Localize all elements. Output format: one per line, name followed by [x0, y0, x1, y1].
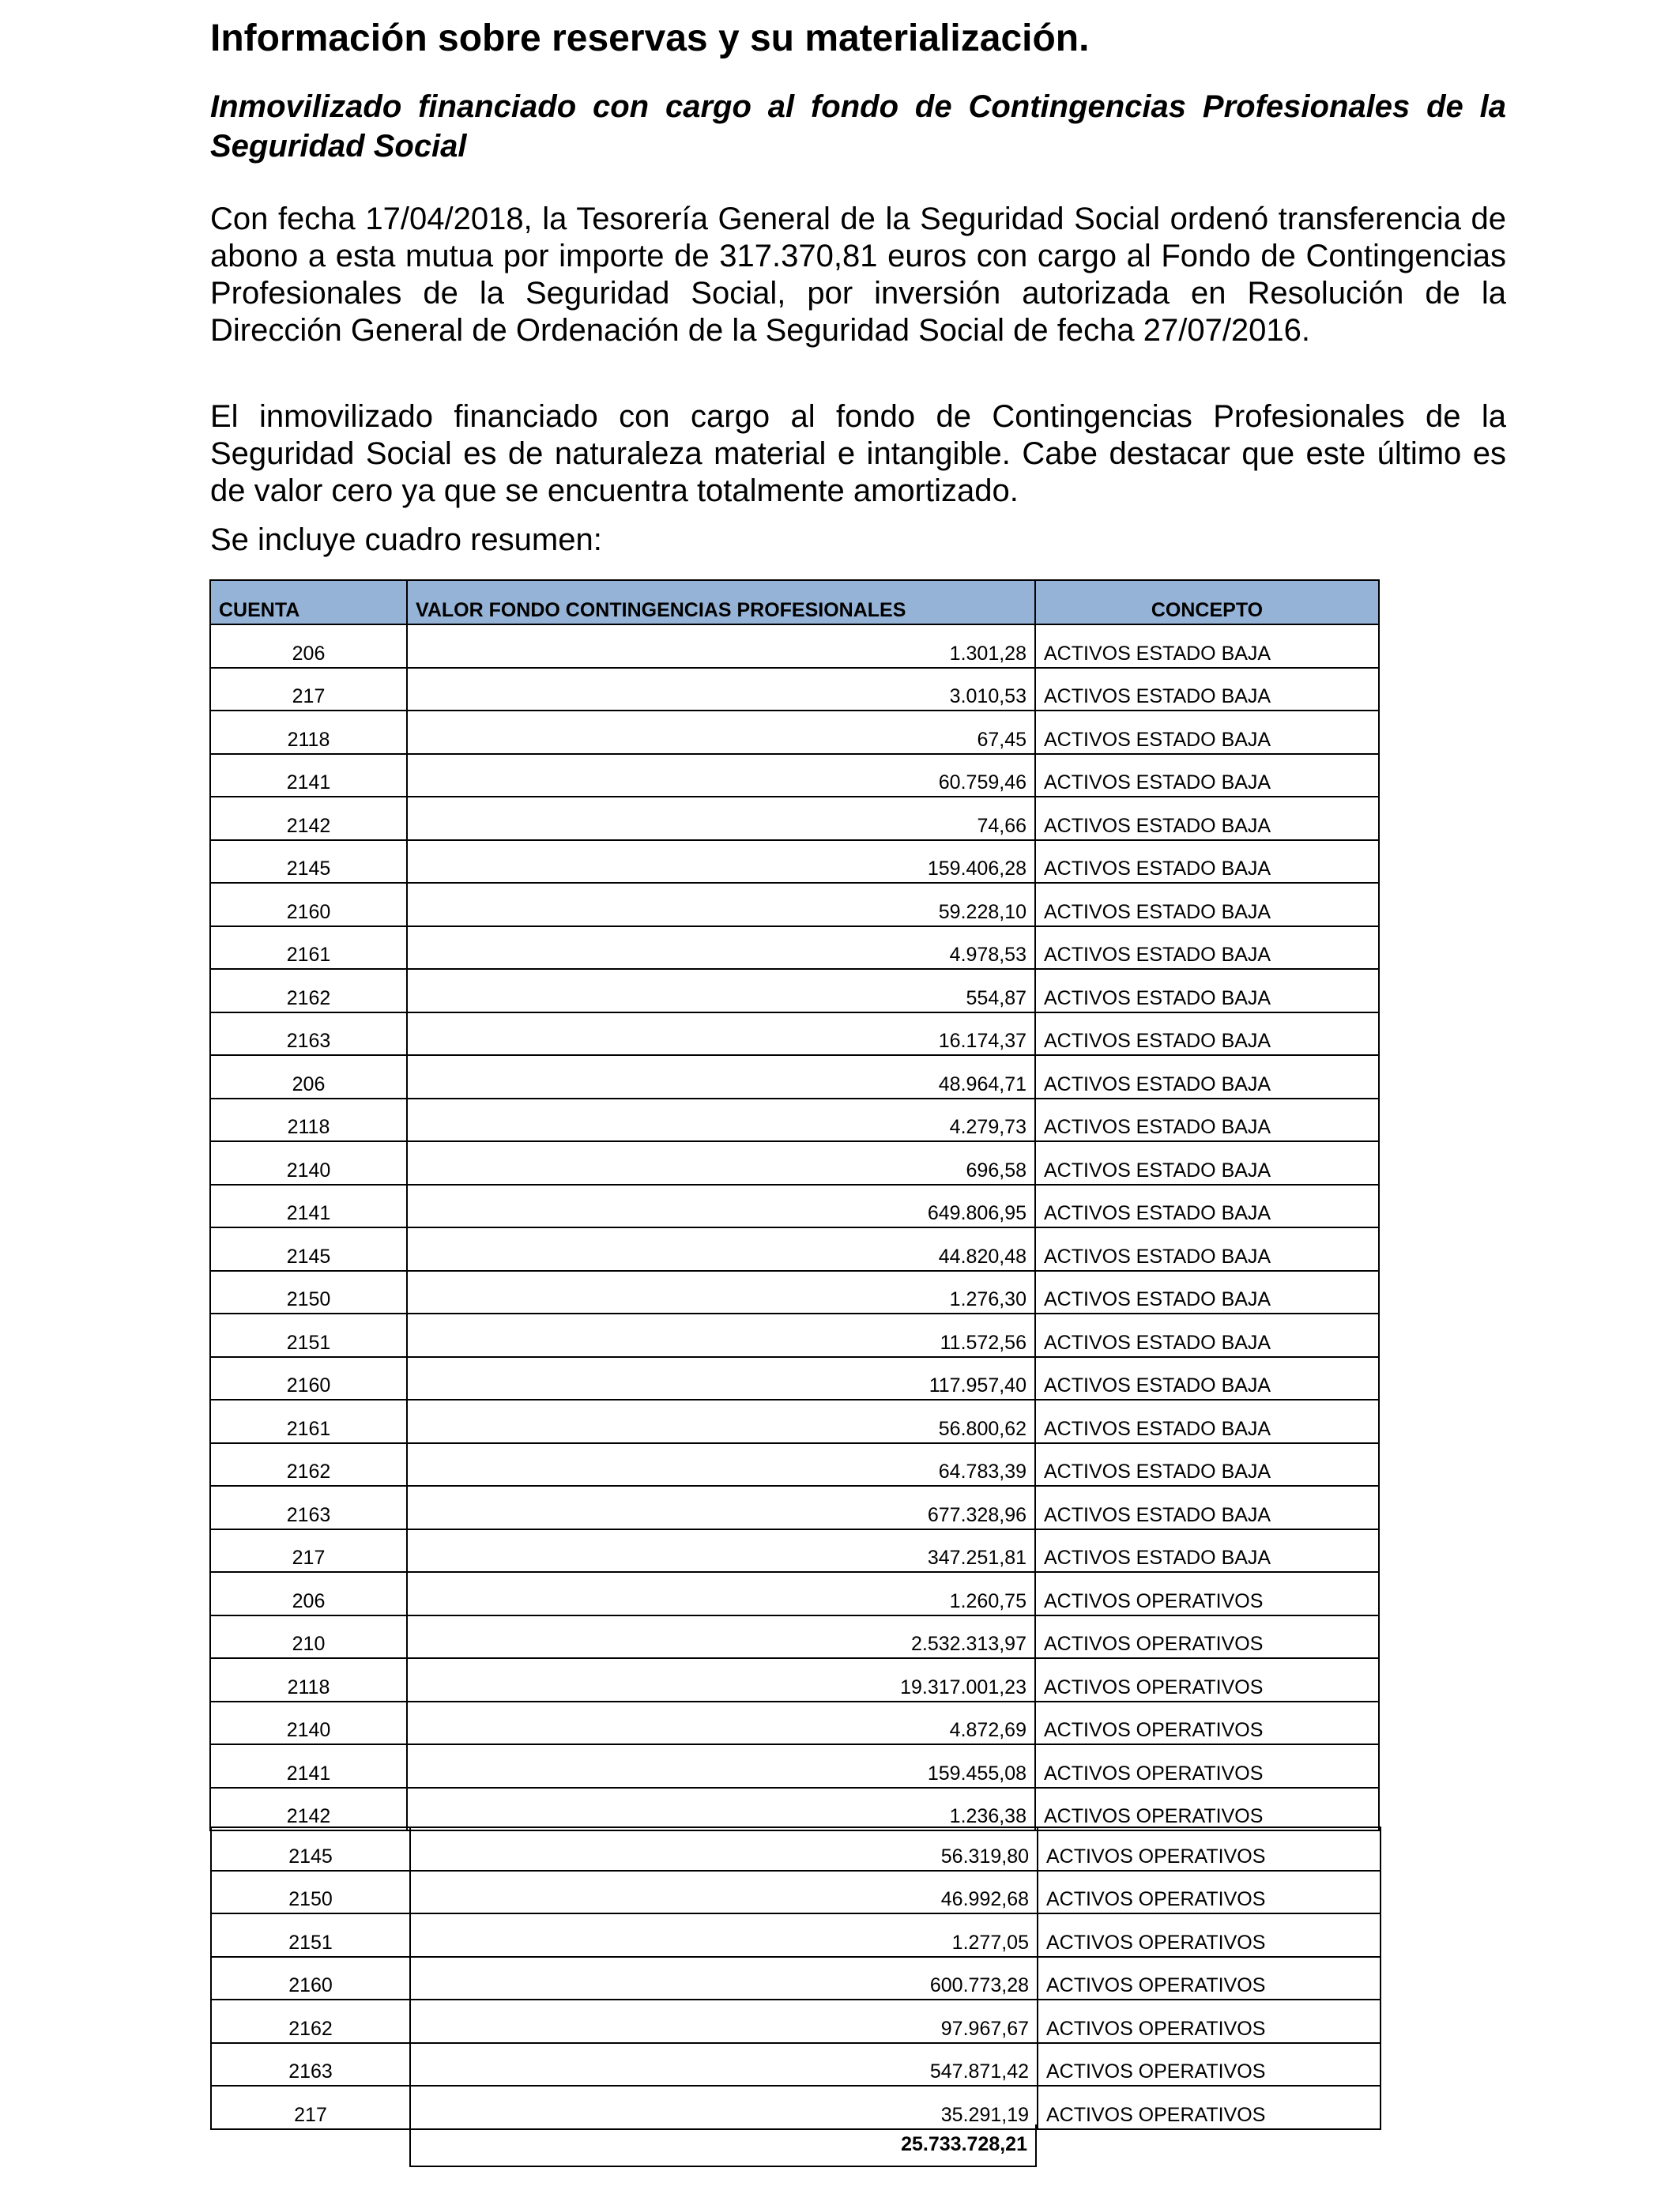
cell-cuenta: 2163 — [211, 2043, 410, 2087]
cell-valor: 67,45 — [407, 711, 1035, 754]
cell-valor: 19.317.001,23 — [407, 1658, 1035, 1702]
cell-valor: 60.759,46 — [407, 754, 1035, 797]
cell-valor: 649.806,95 — [407, 1185, 1035, 1228]
table-row — [211, 1957, 1381, 2000]
table-row — [210, 926, 1379, 970]
cell-concepto: ACTIVOS OPERATIVOS — [1035, 1744, 1379, 1788]
cell-concepto: ACTIVOS ESTADO BAJA — [1035, 1185, 1379, 1228]
cell-concepto: ACTIVOS ESTADO BAJA — [1035, 1012, 1379, 1056]
table-row — [210, 1443, 1379, 1487]
cell-cuenta: 2161 — [210, 926, 407, 970]
cell-valor: 11.572,56 — [407, 1314, 1035, 1357]
table-row — [210, 1185, 1379, 1228]
table-row — [210, 1788, 1379, 1831]
cell-concepto: ACTIVOS ESTADO BAJA — [1035, 1141, 1379, 1185]
cell-concepto: ACTIVOS ESTADO BAJA — [1035, 840, 1379, 884]
cell-valor: 554,87 — [407, 969, 1035, 1012]
cell-cuenta: 206 — [210, 1572, 407, 1615]
cell-concepto: ACTIVOS ESTADO BAJA — [1035, 754, 1379, 797]
table-row — [210, 1744, 1379, 1788]
cell-cuenta: 2163 — [210, 1486, 407, 1529]
cell-cuenta: 217 — [210, 1529, 407, 1573]
cell-concepto: ACTIVOS ESTADO BAJA — [1035, 1271, 1379, 1314]
cell-concepto: ACTIVOS ESTADO BAJA — [1035, 668, 1379, 711]
table-row — [210, 1055, 1379, 1099]
table-row — [210, 711, 1379, 754]
cell-concepto: ACTIVOS ESTADO BAJA — [1035, 1529, 1379, 1573]
cell-concepto: ACTIVOS OPERATIVOS — [1035, 1615, 1379, 1659]
header-valor: VALOR FONDO CONTINGENCIAS PROFESIONALES — [407, 580, 1035, 624]
table-row — [210, 1702, 1379, 1745]
table-row — [210, 1658, 1379, 1702]
cell-cuenta: 2140 — [210, 1141, 407, 1185]
table-row — [210, 797, 1379, 840]
table-row — [210, 1012, 1379, 1056]
cell-cuenta: 2140 — [210, 1702, 407, 1745]
table-row — [210, 624, 1379, 668]
table-row — [210, 1314, 1379, 1357]
cell-concepto: ACTIVOS OPERATIVOS — [1035, 1702, 1379, 1745]
cell-cuenta: 2150 — [210, 1271, 407, 1314]
cell-valor: 600.773,28 — [410, 1957, 1038, 2000]
cell-valor: 1.301,28 — [407, 624, 1035, 668]
table-row — [210, 1572, 1379, 1615]
cell-cuenta: 2142 — [210, 797, 407, 840]
table-body-part1 — [210, 624, 1379, 1830]
paragraph-nature: El inmovilizado financiado con cargo al fondo de Contingencias Profesionales de la Seguridad Social es de naturaleza material e intangible. Cabe destacar que este último es de valor cero ya que se encuentra totalmente amortizado. — [210, 399, 1506, 508]
cell-cuenta: 206 — [210, 1055, 407, 1099]
cell-cuenta: 2118 — [210, 711, 407, 754]
cell-cuenta: 2141 — [210, 1185, 407, 1228]
table-row — [210, 754, 1379, 797]
table-row — [210, 1099, 1379, 1142]
cell-concepto: ACTIVOS ESTADO BAJA — [1035, 624, 1379, 668]
cell-concepto: ACTIVOS OPERATIVOS — [1035, 1658, 1379, 1702]
cell-valor: 159.455,08 — [407, 1744, 1035, 1788]
cell-valor: 64.783,39 — [407, 1443, 1035, 1487]
summary-table — [209, 579, 1380, 1831]
page-heading: Información sobre reservas y su materialización. — [210, 17, 1090, 59]
table-row — [211, 2043, 1381, 2087]
cell-valor: 48.964,71 — [407, 1055, 1035, 1099]
cell-cuenta: 2162 — [211, 2000, 410, 2043]
cell-valor: 677.328,96 — [407, 1486, 1035, 1529]
cell-concepto: ACTIVOS ESTADO BAJA — [1035, 1099, 1379, 1142]
cell-concepto: ACTIVOS ESTADO BAJA — [1035, 1227, 1379, 1271]
cell-cuenta: 217 — [211, 2086, 410, 2129]
cell-concepto: ACTIVOS ESTADO BAJA — [1035, 1400, 1379, 1443]
cell-valor: 46.992,68 — [410, 1871, 1038, 1914]
cell-valor: 1.236,38 — [407, 1788, 1035, 1831]
cell-cuenta: 2142 — [210, 1788, 407, 1831]
table-row — [210, 969, 1379, 1012]
table-row — [210, 1529, 1379, 1573]
cell-concepto: ACTIVOS OPERATIVOS — [1038, 1957, 1381, 2000]
cell-concepto: ACTIVOS ESTADO BAJA — [1035, 1314, 1379, 1357]
cell-cuenta: 2151 — [210, 1314, 407, 1357]
section-subheading: Inmovilizado financiado con cargo al fondo de Contingencias Profesionales de la Seguridad Social — [210, 89, 1506, 164]
cell-concepto: ACTIVOS OPERATIVOS — [1035, 1788, 1379, 1831]
table-row — [210, 1400, 1379, 1443]
cell-cuenta: 210 — [210, 1615, 407, 1659]
cell-valor: 56.800,62 — [407, 1400, 1035, 1443]
cell-cuenta: 2163 — [210, 1012, 407, 1056]
cell-concepto: ACTIVOS ESTADO BAJA — [1035, 883, 1379, 926]
cell-cuenta: 2162 — [210, 969, 407, 1012]
summary-table-continued — [210, 1826, 1381, 2130]
cell-concepto: ACTIVOS OPERATIVOS — [1038, 2043, 1381, 2087]
table-row — [211, 2000, 1381, 2043]
cell-concepto: ACTIVOS OPERATIVOS — [1038, 1827, 1381, 1871]
cell-cuenta: 2162 — [210, 1443, 407, 1487]
cell-concepto: ACTIVOS OPERATIVOS — [1038, 1871, 1381, 1914]
cell-valor: 44.820,48 — [407, 1227, 1035, 1271]
cell-valor: 347.251,81 — [407, 1529, 1035, 1573]
cell-concepto: ACTIVOS ESTADO BAJA — [1035, 1357, 1379, 1400]
cell-cuenta: 2145 — [210, 840, 407, 884]
table-body-part2 — [211, 1827, 1381, 2129]
cell-concepto: ACTIVOS OPERATIVOS — [1038, 2086, 1381, 2129]
cell-cuenta: 2118 — [210, 1658, 407, 1702]
cell-cuenta: 2145 — [210, 1227, 407, 1271]
cell-valor: 2.532.313,97 — [407, 1615, 1035, 1659]
cell-concepto: ACTIVOS OPERATIVOS — [1038, 2000, 1381, 2043]
cell-concepto: ACTIVOS OPERATIVOS — [1035, 1572, 1379, 1615]
table-row — [210, 1271, 1379, 1314]
cell-cuenta: 2118 — [210, 1099, 407, 1142]
cell-concepto: ACTIVOS ESTADO BAJA — [1035, 969, 1379, 1012]
cell-cuenta: 2161 — [210, 1400, 407, 1443]
cell-valor: 4.279,73 — [407, 1099, 1035, 1142]
table-row — [210, 883, 1379, 926]
cell-valor: 4.872,69 — [407, 1702, 1035, 1745]
cell-cuenta: 206 — [210, 624, 407, 668]
cell-cuenta: 2141 — [210, 1744, 407, 1788]
paragraph-transfer: Con fecha 17/04/2018, la Tesorería General de la Seguridad Social ordenó transferencia de abono a esta mutua por importe de 317.370,81 euros con cargo al Fondo de Contingencias Profesionales de la Seguridad Social, por inversión autorizada en Resolución de la Dirección General de Ordenación de la Seguridad Social de fecha 27/07/2016. — [210, 202, 1506, 348]
cell-concepto: ACTIVOS ESTADO BAJA — [1035, 1055, 1379, 1099]
cell-valor: 35.291,19 — [410, 2086, 1038, 2129]
table-row — [211, 1913, 1381, 1957]
cell-concepto: ACTIVOS ESTADO BAJA — [1035, 797, 1379, 840]
cell-valor: 97.967,67 — [410, 2000, 1038, 2043]
cell-valor: 1.277,05 — [410, 1913, 1038, 1957]
table-row — [210, 1357, 1379, 1400]
cell-valor: 1.260,75 — [407, 1572, 1035, 1615]
table-header-row — [210, 580, 1379, 624]
cell-cuenta: 2151 — [211, 1913, 410, 1957]
header-concepto: CONCEPTO — [1035, 580, 1379, 624]
cell-valor: 74,66 — [407, 797, 1035, 840]
cell-valor: 16.174,37 — [407, 1012, 1035, 1056]
cell-valor: 56.319,80 — [410, 1827, 1038, 1871]
table-row — [210, 1615, 1379, 1659]
cell-cuenta: 2145 — [211, 1827, 410, 1871]
paragraph-summary-intro: Se incluye cuadro resumen: — [210, 522, 602, 557]
cell-concepto: ACTIVOS ESTADO BAJA — [1035, 1443, 1379, 1487]
table-total-value: 25.733.728,21 — [409, 2124, 1037, 2167]
table-row — [210, 668, 1379, 711]
header-cuenta: CUENTA — [210, 580, 407, 624]
cell-valor: 159.406,28 — [407, 840, 1035, 884]
table-row — [210, 1486, 1379, 1529]
cell-cuenta: 2160 — [210, 883, 407, 926]
cell-cuenta: 2160 — [211, 1957, 410, 2000]
cell-concepto: ACTIVOS ESTADO BAJA — [1035, 711, 1379, 754]
cell-cuenta: 2141 — [210, 754, 407, 797]
table-row — [211, 1827, 1381, 1871]
table-row — [211, 1871, 1381, 1914]
table-row — [210, 1141, 1379, 1185]
cell-valor: 3.010,53 — [407, 668, 1035, 711]
cell-valor: 696,58 — [407, 1141, 1035, 1185]
cell-valor: 1.276,30 — [407, 1271, 1035, 1314]
table-row — [210, 1227, 1379, 1271]
cell-concepto: ACTIVOS ESTADO BAJA — [1035, 926, 1379, 970]
cell-valor: 59.228,10 — [407, 883, 1035, 926]
table-row — [210, 840, 1379, 884]
table-row — [211, 2086, 1381, 2129]
cell-valor: 4.978,53 — [407, 926, 1035, 970]
cell-concepto: ACTIVOS OPERATIVOS — [1038, 1913, 1381, 1957]
cell-cuenta: 2150 — [211, 1871, 410, 1914]
cell-cuenta: 217 — [210, 668, 407, 711]
cell-cuenta: 2160 — [210, 1357, 407, 1400]
cell-valor: 547.871,42 — [410, 2043, 1038, 2087]
cell-valor: 117.957,40 — [407, 1357, 1035, 1400]
cell-concepto: ACTIVOS ESTADO BAJA — [1035, 1486, 1379, 1529]
